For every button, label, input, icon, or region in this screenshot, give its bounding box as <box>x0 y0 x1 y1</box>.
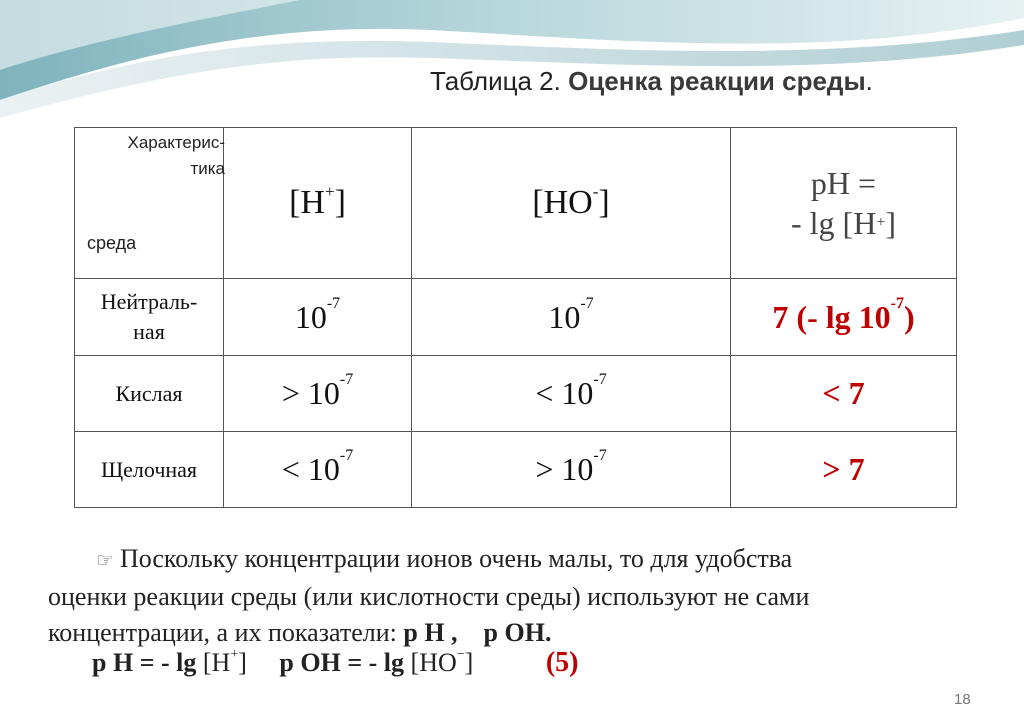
header-h <box>224 128 412 279</box>
formula-ph-lg: = - lg <box>133 648 197 677</box>
cell-h-value: < 10 <box>281 451 340 487</box>
header-ph-line2a: - lg [H <box>791 205 877 241</box>
cell-ph <box>731 356 957 432</box>
header-ph <box>731 128 957 279</box>
header-ph-line1: pH = <box>810 165 877 201</box>
header-h-close: ] <box>334 184 346 221</box>
header-ho <box>412 128 731 279</box>
paragraph-line3-text: концентрации, а их показатели: <box>48 618 404 647</box>
header-ho-sup: - <box>592 182 599 201</box>
header-ho-text: [HO <box>532 184 593 221</box>
cell-ph <box>731 432 957 508</box>
cell-h-value: 10 <box>294 298 327 335</box>
pointing-hand-icon: ☞ <box>96 550 114 572</box>
page-number: 18 <box>954 691 971 708</box>
cell-ph-post: ) <box>903 298 915 335</box>
header-row <box>75 128 957 279</box>
row-label: Щелочная <box>75 432 224 508</box>
decorative-waves <box>0 0 1024 120</box>
ph-term: р Н , <box>403 618 458 647</box>
cell-h-exp: -7 <box>339 447 354 464</box>
header-h-sup: + <box>324 182 335 201</box>
paragraph-line-1 <box>48 541 978 579</box>
formula-poh-lg: = - lg <box>340 648 405 677</box>
formula-ph-bracket: [H <box>196 648 231 677</box>
cell-ho-exp: -7 <box>593 447 607 464</box>
formula-poh-lhs: р ОН <box>279 648 341 677</box>
table-row <box>75 279 957 356</box>
poh-term: р ОН. <box>483 618 552 647</box>
formula-line <box>92 647 578 679</box>
title-prefix: Таблица 2. <box>430 66 569 96</box>
cell-ho-value: 10 <box>548 298 581 335</box>
formula-poh-bracket: [HO <box>404 648 457 677</box>
corner-bottom-label: среда <box>87 233 137 253</box>
explanation-paragraph <box>48 541 978 651</box>
cell-ph-value: > 7 <box>822 451 865 487</box>
paragraph-line1-text: Поскольку концентрации ионов очень малы, то для удобства <box>119 544 793 573</box>
row-label: Кислая <box>75 356 224 432</box>
header-ph-line2b: ] <box>885 205 896 241</box>
paragraph-line-2: оценки реакции среды (или кислотности среды) используют не сами <box>48 582 810 611</box>
slide-title <box>430 66 873 97</box>
corner-diagonal <box>75 128 223 278</box>
header-h-text: [H <box>289 184 325 221</box>
formula-number: (5) <box>545 647 579 678</box>
cell-h <box>224 279 412 356</box>
row-label: Нейтраль- ная <box>75 279 224 356</box>
formula-ph-close: ] <box>238 648 247 677</box>
cell-ph <box>731 279 957 356</box>
paragraph-line-3 <box>48 615 978 651</box>
table-row <box>75 356 957 432</box>
title-bold: Оценка реакции среды <box>568 66 866 96</box>
formula-ph-lhs: р Н <box>92 648 134 677</box>
cell-h-value: > 10 <box>281 375 340 411</box>
cell-ph-value: < 7 <box>822 375 865 411</box>
cell-ph-value: 7 (- lg 10 <box>772 298 891 335</box>
cell-h-exp: -7 <box>339 371 354 388</box>
cell-ho-exp: -7 <box>593 371 607 388</box>
table-row <box>75 432 957 508</box>
cell-ho <box>412 432 731 508</box>
cell-ho-exp: -7 <box>580 294 594 312</box>
header-ho-close: ] <box>598 184 610 221</box>
cell-h <box>224 356 412 432</box>
cell-ho-value: < 10 <box>535 375 594 411</box>
cell-ho <box>412 356 731 432</box>
header-ph-line2 <box>731 203 956 243</box>
cell-h <box>224 432 412 508</box>
formula-poh-sup: − <box>456 647 465 662</box>
cell-ho <box>412 279 731 356</box>
environment-table <box>74 127 957 508</box>
cell-ho-value: > 10 <box>535 451 594 487</box>
cell-ph-exp: -7 <box>890 294 904 312</box>
formula-poh-close: ] <box>464 648 474 677</box>
header-ph-line2-sup: + <box>876 214 886 231</box>
cell-h-exp: -7 <box>326 294 341 312</box>
corner-cell <box>75 128 224 279</box>
title-suffix: . <box>865 66 873 96</box>
corner-top-label: Характерис- тика <box>127 133 225 178</box>
formula-ph-sup: + <box>230 647 239 662</box>
